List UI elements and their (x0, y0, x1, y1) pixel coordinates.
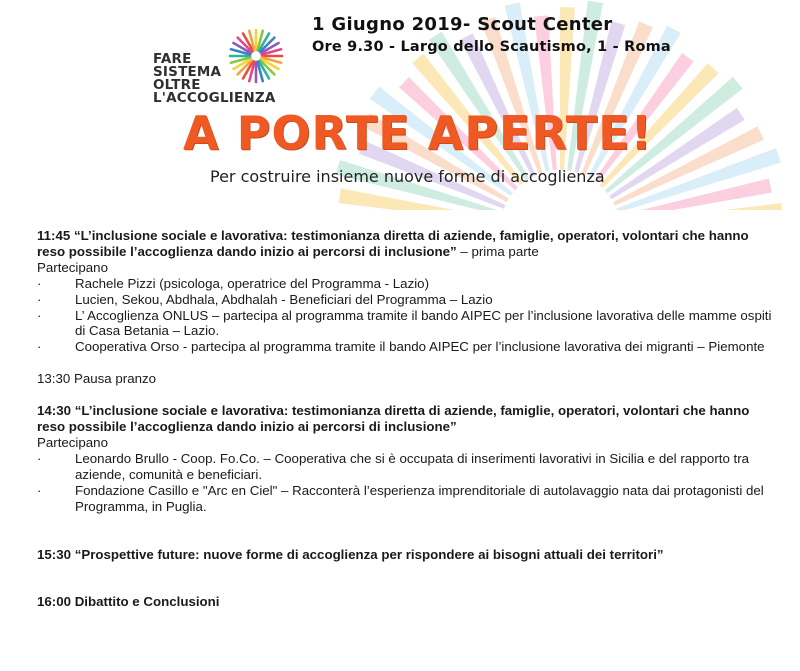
session-suffix: – prima parte (456, 243, 539, 259)
participant-text: Leonardo Brullo - Coop. Fo.Co. – Cooperativa che si è occupata di inserimenti lavorativi in Sicilia e del rapporto tra aziende, comunità e beneficiari. (75, 450, 750, 482)
event-place: Ore 9.30 - Largo dello Scautismo, 1 - Roma (312, 39, 671, 55)
participants-intro: Partecipano (37, 434, 108, 450)
list-item (37, 451, 777, 483)
list-item (37, 308, 777, 340)
session-title: “L’inclusione sociale e lavorativa: testimonianza diretta di aziende, famiglie, operatori, volontari che hanno reso possibile l’accoglienza dando inizio ai percorsi di inclusione” (37, 403, 750, 435)
list-item (37, 339, 777, 355)
event-date: 1 Giugno 2019- Scout Center (312, 14, 613, 35)
logo-line: L'ACCOGLIENZA (153, 90, 276, 106)
bullet-icon: · (37, 339, 42, 355)
participant-text: Rachele Pizzi (psicologa, operatrice del Programma - Lazio) (75, 275, 429, 291)
session-heading (37, 403, 777, 435)
list-item (37, 276, 777, 292)
program-schedule (37, 228, 777, 610)
event-banner (0, 0, 800, 215)
participant-text: Lucien, Sekou, Abdhala, Abdhalah - Beneficiari del Programma – Lazio (75, 291, 493, 307)
event-headline: A PORTE APERTE! (183, 106, 653, 160)
bullet-icon: · (37, 450, 42, 466)
session-time: 14:30 (37, 403, 72, 419)
session-time: 11:45 (37, 228, 71, 243)
logo-line: FARE (153, 51, 192, 67)
bullet-icon: · (37, 307, 42, 323)
session-heading: 16:00 Dibattito e Conclusioni (37, 594, 220, 610)
bullet-icon: · (37, 482, 42, 498)
session-heading: 15:30 “Prospettive future: nuove forme di accoglienza per rispondere ai bisogni attuali dei territori” (37, 546, 664, 562)
bullet-icon: · (37, 275, 42, 291)
bullet-icon: · (37, 291, 42, 307)
participant-text: Cooperativa Orso - partecipa al programma tramite il bando AIPEC per l’inclusione lavorativa dei migranti – Piemonte (75, 339, 765, 355)
event-subtitle: Per costruire insieme nuove forme di accoglienza (210, 167, 605, 186)
list-item (37, 483, 777, 515)
participant-text: Fondazione Casillo e "Arc en Ciel" – Racconterà l’esperienza imprenditoriale di autolavaggio nata dai protagonisti del Programma, in Puglia. (75, 482, 764, 514)
list-item (37, 292, 777, 308)
participants-intro: Partecipano (37, 259, 108, 275)
session-heading (37, 228, 777, 260)
logo-line: SISTEMA (153, 64, 222, 80)
organization-logo (153, 53, 276, 105)
participant-text: L’ Accoglienza ONLUS – partecipa al programma tramite il bando AIPEC per l’inclusione lavorativa delle mamme ospiti di Casa Betania – Lazio. (75, 307, 772, 339)
session-title: “L’inclusione sociale e lavorativa: testimonianza diretta di aziende, famiglie, operatori, volontari che hanno reso possibile l’accoglienza dando inizio ai percorsi di inclusione” (37, 228, 749, 259)
lunch-break: 13:30 Pausa pranzo (37, 371, 157, 387)
logo-line: OLTRE (153, 77, 201, 93)
